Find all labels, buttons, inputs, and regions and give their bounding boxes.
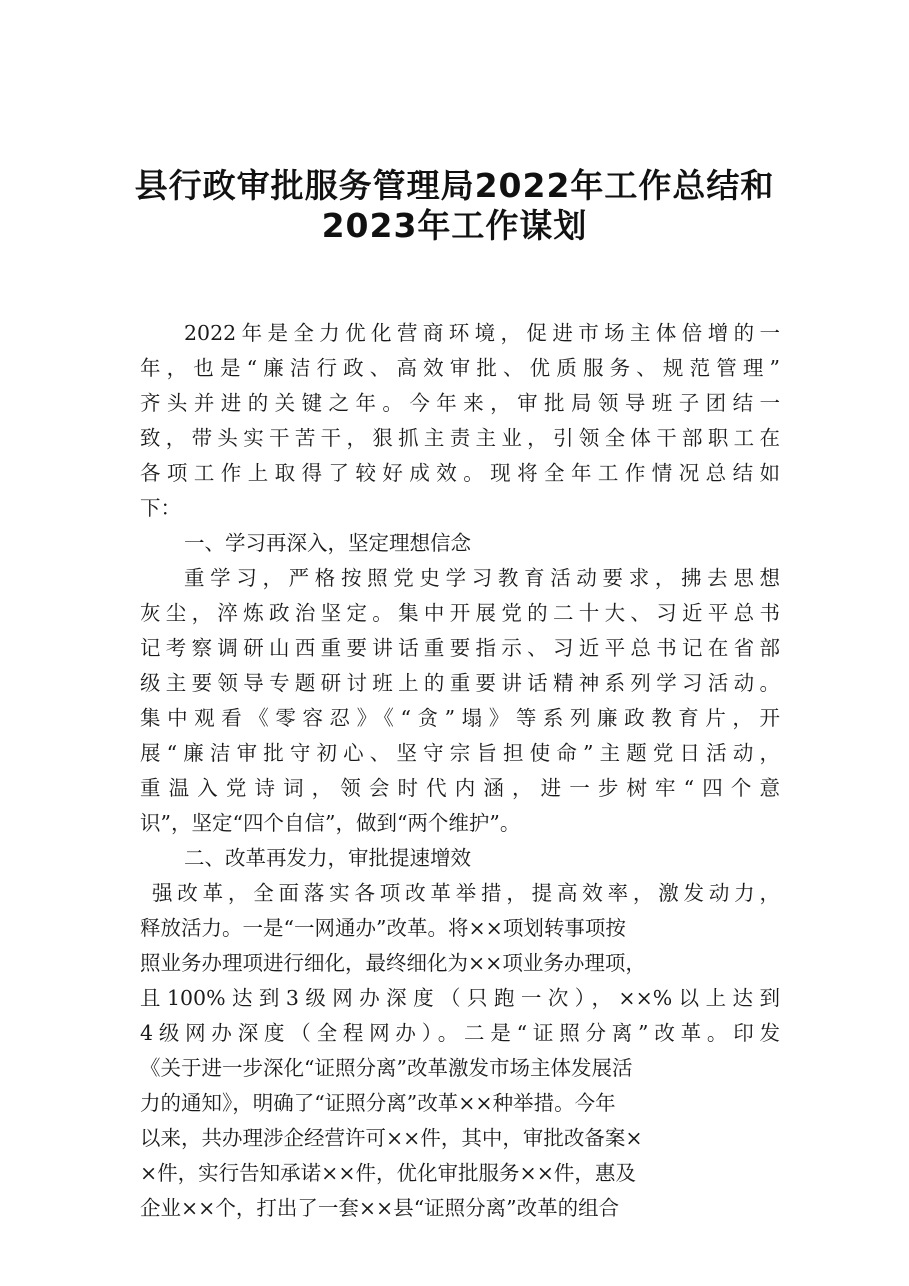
body-line: 照业务办理项进行细化，最终细化为××项业务办理项， bbox=[140, 951, 646, 975]
body-line: 识”，坚定“四个自信”，做到“两个维护”。 bbox=[140, 811, 521, 835]
body-line: 《关于进一步深化“证照分离”改革激发市场主体发展活 bbox=[140, 1056, 633, 1080]
body-line: 企业××个，打出了一套××县“证照分离”改革的组合 bbox=[140, 1196, 620, 1220]
body-line: 年，也是“廉洁行政、高效审批、优质服务、规范管理” bbox=[140, 356, 780, 380]
body-line: 展“廉洁审批守初心、坚守宗旨担使命”主题党日活动， bbox=[140, 741, 780, 765]
body-line: ×件，实行告知承诺××件，优化审批服务××件，惠及 bbox=[140, 1161, 636, 1185]
body-line: 一、学习再深入，坚定理想信念 bbox=[184, 531, 471, 555]
body-line: 致，带头实干苦干，狠抓主责主业，引领全体干部职工在 bbox=[140, 426, 780, 450]
body-line: 记考察调研山西重要讲话重要指示、习近平总书记在省部 bbox=[140, 636, 780, 660]
body-line: 集中观看《零容忍》《“贪”塌》等系列廉政教育片，开 bbox=[140, 706, 780, 730]
body-line: 下： bbox=[140, 496, 181, 520]
body-line: 且100%达到3级网办深度（只跑一次），××%以上达到 bbox=[140, 986, 780, 1010]
body-line: 释放活力。一是“一网通办”改革。将××项划转事项按 bbox=[140, 916, 626, 940]
body-line: 齐头并进的关键之年。今年来，审批局领导班子团结一 bbox=[140, 391, 780, 415]
body-line: 强改革，全面落实各项改革举措，提高效率，激发动力， bbox=[152, 881, 780, 905]
body-line: 4级网办深度（全程网办）。二是“证照分离”改革。印发 bbox=[140, 1021, 780, 1045]
document-body bbox=[140, 316, 780, 1226]
document-title-line-1: 县行政审批服务管理局2022年工作总结和 bbox=[134, 166, 775, 205]
body-line: 力的通知》，明确了“证照分离”改革××种举措。今年 bbox=[140, 1091, 616, 1115]
document-title-line-2: 2023年工作谋划 bbox=[321, 206, 588, 245]
body-line: 灰尘，淬炼政治坚定。集中开展党的二十大、习近平总书 bbox=[140, 601, 780, 625]
body-line: 重学习，严格按照党史学习教育活动要求，拂去思想 bbox=[184, 566, 780, 590]
body-line: 二、改革再发力，审批提速增效 bbox=[184, 846, 471, 870]
body-line: 级主要领导专题研讨班上的重要讲话精神系列学习活动。 bbox=[140, 671, 780, 695]
body-line: 重温入党诗词，领会时代内涵，进一步树牢“四个意 bbox=[140, 776, 780, 800]
body-line: 各项工作上取得了较好成效。现将全年工作情况总结如 bbox=[140, 461, 780, 485]
body-line: 2022年是全力优化营商环境，促进市场主体倍增的一 bbox=[184, 321, 780, 345]
body-line: 以来，共办理涉企经营许可××件，其中，审批改备案× bbox=[140, 1126, 643, 1150]
